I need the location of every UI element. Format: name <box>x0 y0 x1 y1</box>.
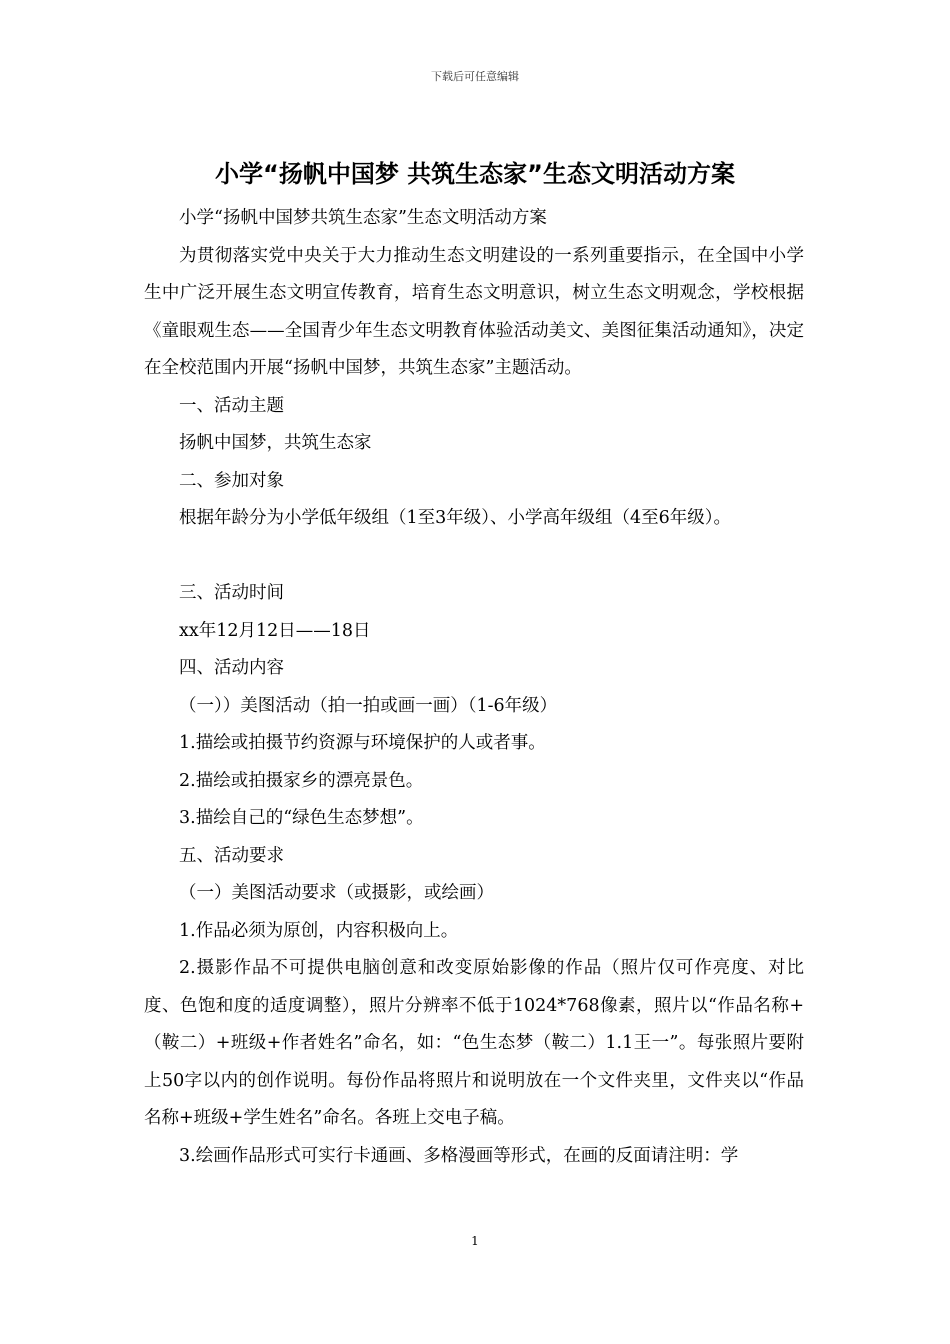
section-heading-time: 三、活动时间 <box>179 583 284 603</box>
subsection-heading-photo-activity: （一））美图活动（拍一拍或画一画）（1-6年级） <box>179 695 558 716</box>
document-title: 小学“扬帆中国梦 共筑生态家”生态文明活动方案 <box>215 160 735 188</box>
document-body <box>144 200 804 1175</box>
list-item: 2.摄影作品不可提供电脑创意和改变原始影像的作品（照片仅可作亮度、对比度、色饱和度的适度调整），照片分辨率不低于1024*768像素，照片以“作品名称+（鞍二）+班级+作者姓名”命名，如：“色生态梦（鞍二）1.1王一”。每张照片要附上50字以内的创作说明。每份作品将照片和说明放在一个文件夹里，文件夹以“作品名称+班级+学生姓名”命名。各班上交电子稿。 <box>144 958 804 1128</box>
list-item: 1.作品必须为原创，内容积极向上。 <box>179 920 459 941</box>
list-item: 3.描绘自己的“绿色生态梦想”。 <box>179 808 424 828</box>
list-item: 1.描绘或拍摄节约资源与环境保护的人或者事。 <box>179 733 546 753</box>
list-item: 2.描绘或拍摄家乡的漂亮景色。 <box>179 770 424 791</box>
participants-text: 根据年龄分为小学低年级组（1至3年级）、小学高年级组（4至6年级）。 <box>179 508 732 528</box>
time-text: xx年12月12日——18日 <box>179 620 371 641</box>
page-header: 下载后可任意编辑 <box>431 70 519 83</box>
page-number: 1 <box>471 1234 479 1248</box>
section-heading-requirements: 五、活动要求 <box>179 845 284 866</box>
subtitle-paragraph: 小学“扬帆中国梦共筑生态家”生态文明活动方案 <box>179 208 547 228</box>
section-heading-participants: 二、参加对象 <box>179 470 284 491</box>
theme-text: 扬帆中国梦，共筑生态家 <box>179 433 372 453</box>
subsection-heading-photo-requirements: （一）美图活动要求（或摄影，或绘画） <box>179 883 494 903</box>
section-heading-content: 四、活动内容 <box>179 658 284 678</box>
list-item: 3.绘画作品形式可实行卡通画、多格漫画等形式，在画的反面请注明：学 <box>179 1145 739 1166</box>
intro-paragraph: 为贯彻落实党中央关于大力推动生态文明建设的一系列重要指示，在全国中小学生中广泛开展生态文明宣传教育，培育生态文明意识，树立生态文明观念，学校根据《童眼观生态——全国青少年生态文明教育体验活动美文、美图征集活动通知》，决定在全校范围内开展“扬帆中国梦，共筑生态家”主题活动。 <box>144 245 804 378</box>
section-heading-theme: 一、活动主题 <box>179 395 284 416</box>
